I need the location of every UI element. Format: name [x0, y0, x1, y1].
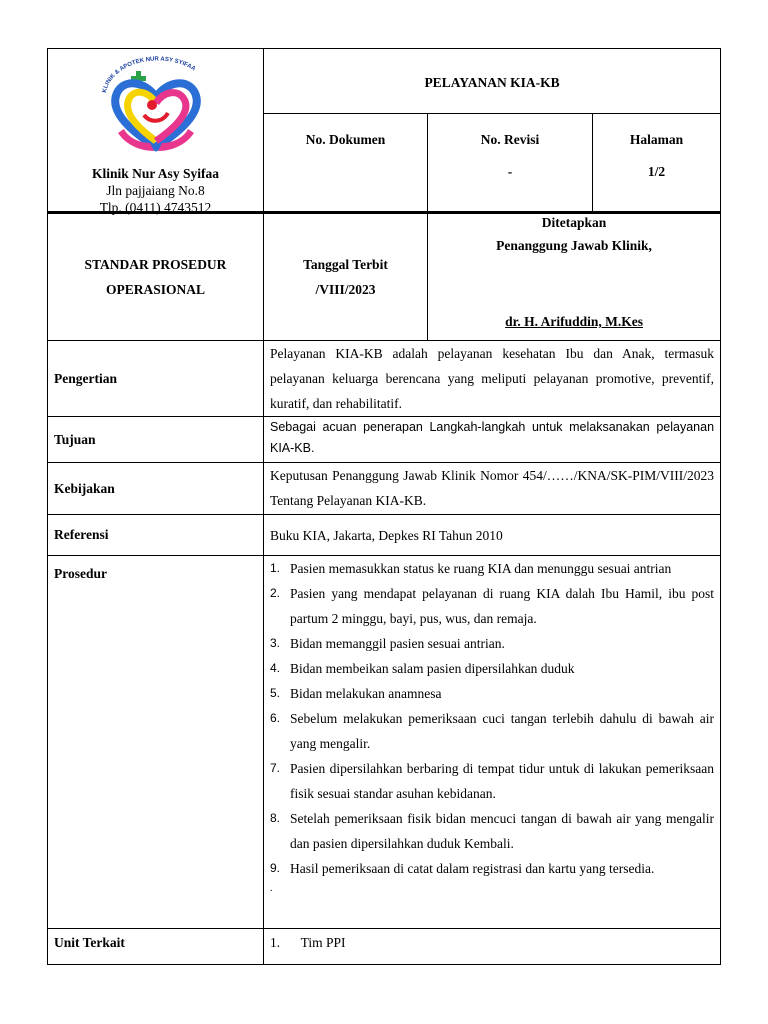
sop-label-line2: OPERASIONAL	[105, 282, 205, 297]
prosedur-content-cell	[264, 556, 721, 929]
procedure-step-text: Pasien memasukkan status ke ruang KIA dan menunggu sesuai antrian	[290, 561, 672, 576]
unit-label-cell	[48, 929, 264, 965]
procedure-step-number: 5.	[270, 686, 281, 700]
procedure-step-number: 6.	[270, 711, 281, 725]
procedure-step-number: 4.	[270, 661, 281, 675]
unit-label: Unit Terkait	[54, 935, 125, 950]
prosedur-trailing-dot: .	[270, 883, 273, 894]
approval-label: Ditetapkan	[541, 215, 607, 230]
pengertian-label: Pengertian	[54, 370, 117, 386]
sop-label-line1: STANDAR PROSEDUR	[84, 257, 227, 272]
tujuan-label: Tujuan	[54, 431, 96, 447]
signer-name: dr. H. Arifuddin, M.Kes	[505, 314, 643, 329]
procedure-step-text: Bidan membeikan salam pasien dipersilahkan duduk	[290, 661, 575, 676]
procedure-step	[270, 631, 714, 656]
procedure-step-number: 9.	[270, 861, 281, 875]
kebijakan-content-cell	[264, 463, 721, 515]
kebijakan-label: Kebijakan	[54, 480, 115, 496]
unit-text: Tim PPI	[300, 935, 346, 950]
clinic-header-cell	[48, 49, 264, 213]
procedure-steps	[270, 556, 714, 881]
clinic-name: Klinik Nur Asy Syifaa	[92, 166, 219, 181]
clinic-info	[48, 165, 263, 216]
procedure-step-text: Pasien yang mendapat pelayanan di ruang KIA dalah Ibu Hamil, ibu post partum 2 minggu, bayi, pus, wus, dan remaja.	[290, 586, 715, 626]
unit-content-cell	[264, 929, 721, 965]
procedure-step	[270, 556, 714, 581]
procedure-step	[270, 706, 714, 756]
pengertian-content-cell	[264, 341, 721, 417]
procedure-step-text: Setelah pemeriksaan fisik bidan mencuci tangan di bawah air yang mengalir dan pasien dipersilahkan duduk Kembali.	[290, 811, 715, 851]
doc-number-cell	[264, 113, 428, 212]
issue-date-cell	[264, 213, 428, 341]
procedure-step-number: 2.	[270, 586, 281, 600]
referensi-text: Buku KIA, Jakarta, Depkes RI Tahun 2010	[270, 527, 503, 543]
sop-document	[47, 48, 720, 965]
prosedur-label-cell	[48, 556, 264, 929]
procedure-step	[270, 856, 714, 881]
doc-number-label: No. Dokumen	[305, 131, 386, 147]
procedure-step	[270, 656, 714, 681]
procedure-step-number: 1.	[270, 561, 281, 575]
tujuan-content-cell	[264, 417, 721, 463]
procedure-step-text: Bidan memanggil pasien sesuai antrian.	[290, 636, 505, 651]
tujuan-text: Sebagai acuan penerapan Langkah-langkah untuk melaksanakan pelayanan KIA-KB.	[270, 420, 715, 455]
procedure-step-text: Hasil pemeriksaan di catat dalam registrasi dan kartu yang tersedia.	[290, 861, 655, 876]
page-cell	[593, 113, 721, 212]
referensi-label: Referensi	[54, 527, 109, 542]
procedure-step-text: Bidan melakukan anamnesa	[290, 686, 442, 701]
kebijakan-text: Keputusan Penanggung Jawab Klinik Nomor 454/……/KNA/SK-PIM/VIII/2023 Tentang Pelayanan KIA-KB.	[270, 468, 715, 508]
sop-label-cell	[48, 213, 264, 341]
procedure-step	[270, 681, 714, 706]
procedure-step-number: 7.	[270, 761, 281, 775]
prosedur-label: Prosedur	[54, 566, 107, 581]
procedure-step-number: 8.	[270, 811, 281, 825]
procedure-step-text: Pasien dipersilahkan berbaring di tempat tidur untuk di lakukan pemeriksaan fisik sesuai standar asuhan kebidanan.	[290, 761, 715, 801]
page-label: Halaman	[629, 131, 684, 147]
referensi-content-cell	[264, 515, 721, 556]
revision-cell	[428, 113, 593, 212]
issue-date-label: Tanggal Terbit	[303, 257, 388, 272]
issue-date-value: /VIII/2023	[315, 282, 376, 297]
pengertian-label-cell	[48, 341, 264, 417]
clinic-phone: Tlp. (0411) 4743512	[99, 200, 212, 215]
procedure-step-number: 3.	[270, 636, 281, 650]
document-title-cell	[264, 49, 721, 114]
procedure-step	[270, 756, 714, 806]
revision-label: No. Revisi	[480, 131, 540, 147]
procedure-step-text: Sebelum melakukan pemeriksaan cuci tangan terlebih dahulu di bawah air yang mengalir.	[290, 711, 715, 751]
kebijakan-label-cell	[48, 463, 264, 515]
approval-authority: Penanggung Jawab Klinik,	[496, 238, 652, 253]
procedure-step	[270, 581, 714, 631]
page-value: 1/2	[647, 163, 666, 179]
procedure-step	[270, 806, 714, 856]
referensi-label-cell	[48, 515, 264, 556]
clinic-address: Jln pajjaiang No.8	[106, 183, 205, 198]
clinic-logo	[96, 55, 216, 159]
pengertian-text: Pelayanan KIA-KB adalah pelayanan kesehatan Ibu dan Anak, termasuk pelayanan keluarga berencana yang meliputi pelayanan promotive, preventif, kuratif, dan rehabilitatif.	[270, 346, 715, 411]
approval-cell	[428, 213, 721, 341]
logo-ring-text: KLINIK & APOTEK NUR ASY SYIFAA	[102, 56, 197, 94]
unit-number: 1.	[270, 935, 281, 950]
revision-value: -	[507, 163, 513, 179]
tujuan-label-cell	[48, 417, 264, 463]
sop-table	[47, 48, 721, 965]
document-title: PELAYANAN KIA-KB	[424, 75, 560, 90]
